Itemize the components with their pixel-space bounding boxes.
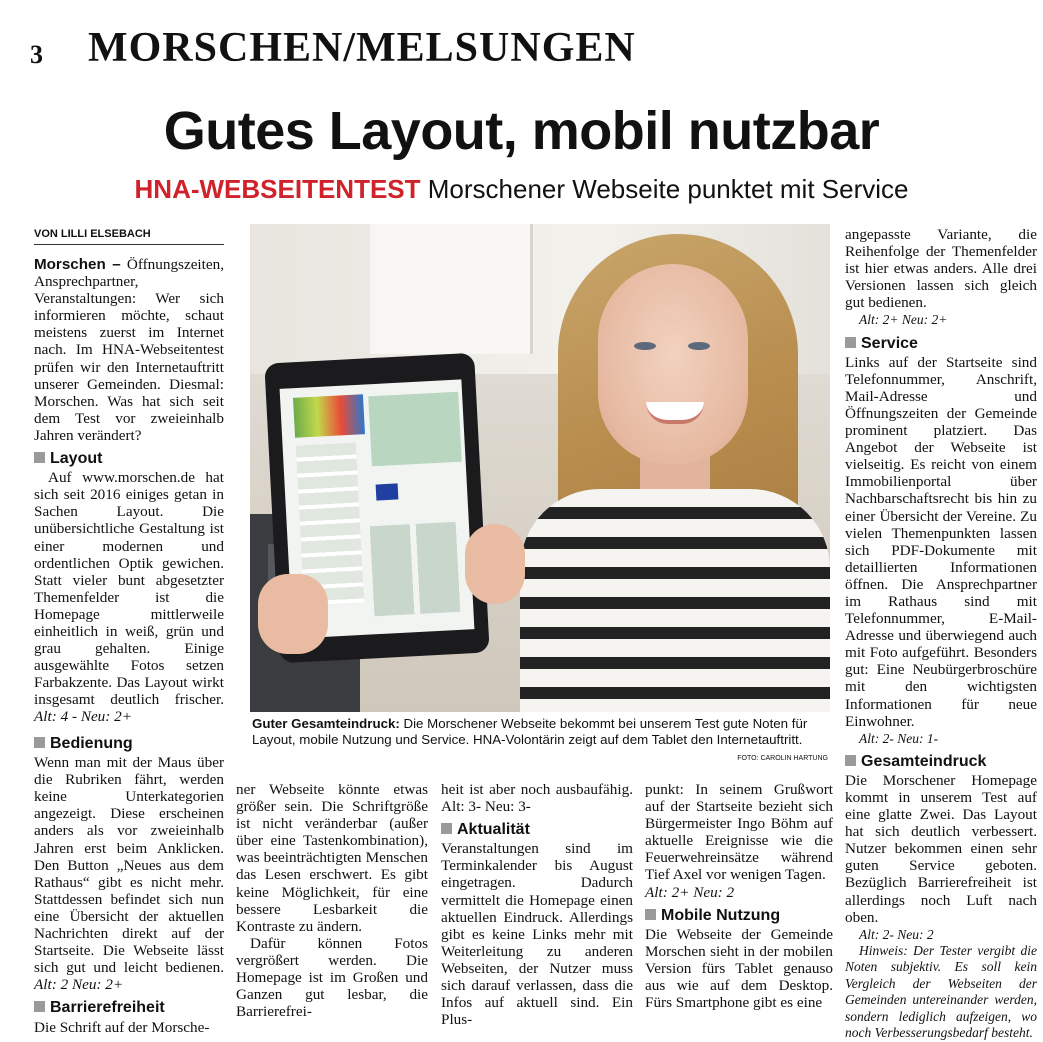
square-icon — [845, 337, 856, 348]
photo-hand-right — [465, 524, 525, 604]
square-icon — [845, 755, 856, 766]
photo-window — [370, 224, 533, 354]
square-icon — [441, 823, 452, 834]
intro-paragraph — [34, 256, 224, 444]
caption-lead: Guter Gesamteindruck: — [252, 716, 400, 731]
barriere-end: heit ist aber noch ausbaufähig. Alt: 3- Neu: 3- — [441, 781, 633, 816]
heading-bedienung-label: Bedienung — [50, 735, 133, 752]
heading-layout — [34, 450, 224, 467]
column-5 — [845, 226, 1037, 1042]
heading-aktualitaet-label: Aktualität — [457, 821, 530, 839]
bedienung-text: Wenn man mit der Maus über die Rubriken fährt, werden keine Unterkategorien angezeigt. Diese erscheinen anders als vor zweieinhalb Jahren erst beim Anklicken. Den Button „Neues aus dem Rathaus“ gibt es nicht mehr. Stattdessen befindet sich nun eine Übersicht der aktuellen Nachrichten direkt auf der Startseite. Die Webseite lässt sich gut und leicht bedienen. — [34, 754, 224, 977]
gesamt-grade: Alt: 2- Neu: 2 — [859, 926, 934, 942]
column-3 — [441, 781, 633, 1028]
aktualitaet-continued-text: punkt: In seinem Grußwort auf der Startseite bezieht sich Bürgermeister Ingo Böhm auf aktuelle Ereignisse wie die Feuerwehreinsätze während Tief Axel vor wenigen Tagen. — [645, 781, 833, 884]
photo-tablet-site-banner — [368, 392, 462, 467]
barriere-continued: ner Webseite könnte etwas größer sein. Die Schriftgröße ist nicht veränderbar (außer über eine Tastenkombination), was beeinträchtigten Menschen das Lesen erschwert. Es gibt keine Möglichkeit, für eine bessere Lesbarkeit die Kontraste zu ändern. — [236, 781, 428, 935]
square-icon — [34, 1001, 45, 1012]
aktualitaet-paragraph: Veranstaltungen sind im Terminkalender bis August eingetragen. Dadurch vermittelt die Homepage einen aktuellen Eindruck. Allerdings gibt es keine Links mehr mit Weiterleitung zu anderen Webseiten, der Nutzer muss sich darauf verlassen, dass die Infos auf aktuell sind. Ein Plus- — [441, 840, 633, 1029]
gesamt-paragraph: Die Morschener Homepage kommt in unserem Test auf eine glatte Zwei. Das Layout hat sich deutlich verbessert. Nutzer bekommen einen sehr guten Service geboten. Bezüglich Barrierefreiheit ist allerdings noch Luft nach oben. — [845, 771, 1037, 926]
kicker: HNA-WEBSEITENTEST — [134, 174, 421, 204]
mobile-grade: Alt: 2+ Neu: 2+ — [859, 312, 948, 328]
heading-gesamteindruck-label: Gesamteindruck — [861, 752, 987, 770]
square-icon — [34, 737, 45, 748]
photo-face — [598, 264, 748, 464]
photo-tablet-site-header — [293, 394, 365, 438]
intro-text: Öffnungszeiten, Ansprechpartner, Veranstaltungen: Wer sich informieren möchte, schaut meistens zuerst im Internet nach. Im HNA-Webseitentest prüfen wir den Internetauftritt unserer Gemeinden. Diesmal: Morschen. Was hat sich seit dem Test vor zweieinhalb Jahren verändert? — [34, 256, 225, 444]
service-paragraph: Links auf der Startseite sind Telefonnummer, Anschrift, Mail-Adresse und Öffnungszeiten der Gemeinde prominent platziert. Das Angebot der Webseite ist vielseitig. Es reicht von einem Immobilienportal über Nachbarschaftsrecht bis hin zu einer Übersicht der Vereine. Zu vielen Themenpunkten lassen sich PDF-Dokumente mit detaillierten Informationen öffnen. Die Ansprechpartner im Rathaus sind mit Telefonnummer, E-Mail-Adresse und überwiegend auch mit Foto aufgeführt. Besonders gut: Eine Neubürgerbroschüre mit den wichtigsten Informationen für neue Einwohner. — [845, 353, 1037, 730]
heading-service — [845, 335, 1037, 352]
photo-striped-shirt — [520, 489, 830, 712]
aktualitaet-continued — [645, 781, 833, 901]
bedienung-grade: Alt: 2 Neu: 2+ — [34, 976, 124, 994]
subheadline-text: Morschener Webseite punktet mit Service — [427, 174, 909, 204]
photo-credit: FOTO: CAROLIN HARTUNG — [737, 755, 828, 762]
dateline: Morschen – — [34, 256, 121, 273]
heading-mobile — [645, 907, 833, 924]
heading-barrierefreiheit-label: Barrierefreiheit — [50, 999, 165, 1017]
heading-bedienung — [34, 735, 224, 752]
layout-paragraph — [34, 469, 224, 725]
heading-layout-label: Layout — [50, 450, 103, 468]
square-icon — [34, 452, 45, 463]
subheadline — [0, 174, 1043, 205]
column-2 — [236, 781, 428, 1020]
column-1-lower — [34, 729, 224, 1036]
section-title: MORSCHEN/MELSUNGEN — [88, 25, 636, 71]
photo-eye-left — [634, 342, 656, 350]
bedienung-paragraph — [34, 754, 224, 993]
square-icon — [645, 909, 656, 920]
caption-text: Die Morschener Webseite bekommt bei unserem Test gute Noten für Layout, mobile Nutzung und Service. HNA-Volontärin zeigt auf dem Tablet den Internetauftritt. — [252, 716, 808, 747]
byline: VON LILLI ELSEBACH — [34, 228, 224, 245]
heading-mobile-label: Mobile Nutzung — [661, 906, 781, 924]
aktualitaet-grade: Alt: 2+ Neu: 2 — [645, 883, 735, 901]
service-grade: Alt: 2- Neu: 1- — [859, 730, 939, 746]
photo-hand-left — [258, 574, 328, 654]
barriere-continued-2: Dafür können Fotos vergrößert werden. Die Homepage ist im Großen und Ganzen gut lesbar, die Barrierefrei- — [236, 934, 428, 1021]
photo-tablet-site-tiles — [370, 522, 463, 616]
photo-tablet-eu-flag — [376, 483, 399, 500]
heading-barrierefreiheit — [34, 999, 224, 1016]
page-number: 3 — [30, 40, 43, 69]
photo-caption — [252, 716, 828, 747]
column-4 — [645, 781, 833, 1011]
layout-text: Auf www.morschen.de hat sich seit 2016 einiges getan in Sachen Layout. Die unübersichtliche Gestaltung ist einer modernen und ordentlichen Optik gewichen. Statt vieler bunt abgesetzter Themenfelder ist die Homepage mittlerweile einheitlich in weiß, grün und grau gehalten. Einige ausgewählte Fotos setzen Farbakzente. Das Layout wirkt insgesamt deutlich frischer. — [34, 469, 224, 709]
heading-service-label: Service — [861, 334, 918, 352]
barriere-paragraph: Die Schrift auf der Morsche- — [34, 1018, 210, 1036]
headline: Gutes Layout, mobil nutzbar — [163, 101, 880, 161]
article-photo — [250, 224, 830, 712]
mobile-continued: angepasste Variante, die Reihenfolge der Themenfelder ist hier etwas anders. Alle drei Versionen lassen sich gleich gut bedienen. — [845, 226, 1037, 312]
heading-gesamteindruck — [845, 753, 1037, 770]
heading-aktualitaet — [441, 821, 633, 838]
mobile-paragraph: Die Webseite der Gemeinde Morschen sieht in der mobilen Version fürs Tablet genauso aus wie auf dem Desktop. Fürs Smartphone gibt es eine — [645, 925, 833, 1012]
photo-eye-right — [688, 342, 710, 350]
layout-grade: Alt: 4 - Neu: 2+ — [34, 708, 132, 726]
column-1 — [34, 256, 224, 726]
tester-note: Hinweis: Der Tester vergibt die Noten subjektiv. Es soll kein Vergleich der Webseiten der Gemeinden untereinander werden, sondern lediglich aufzeigen, wo noch Verbesserungsbedarf besteht. — [845, 942, 1037, 1041]
